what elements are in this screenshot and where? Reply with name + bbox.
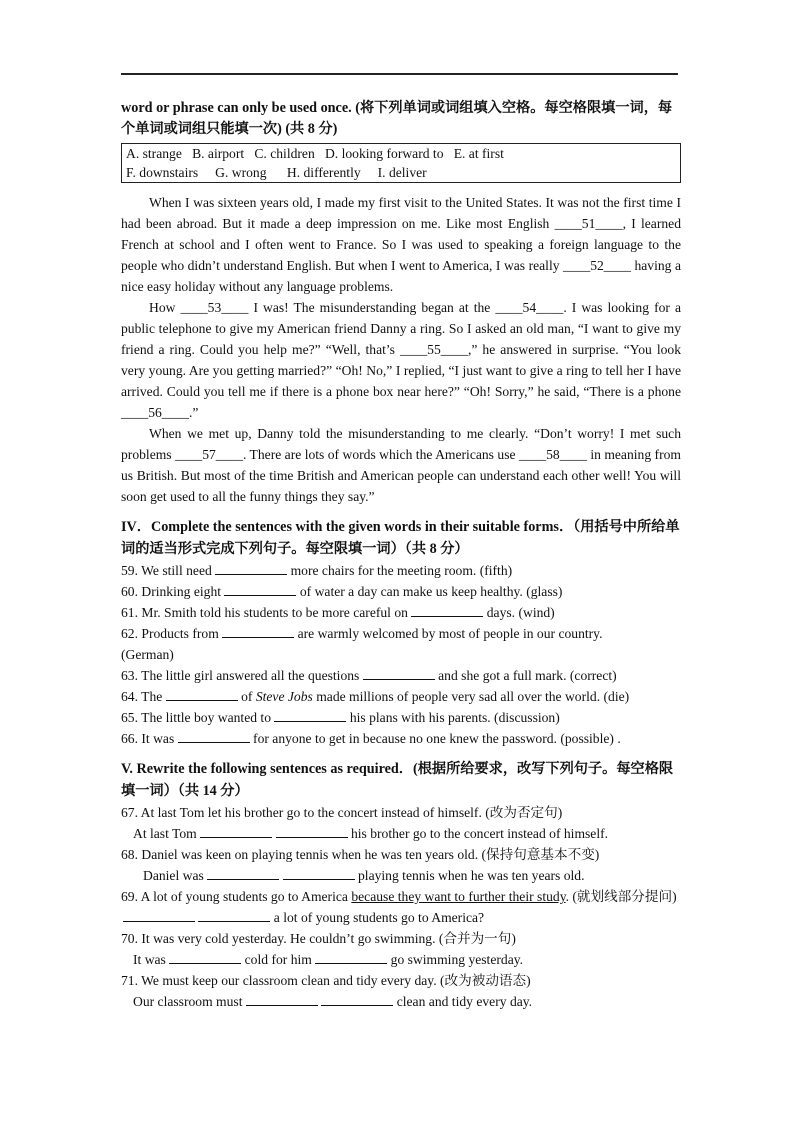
answer-blank[interactable] bbox=[178, 729, 250, 743]
underlined-part: because they want to further their study bbox=[351, 889, 566, 904]
answer-blank[interactable] bbox=[283, 866, 355, 880]
answer-blank[interactable] bbox=[363, 666, 435, 680]
question-68-answer: Daniel was playing tennis when he was ten years old. bbox=[143, 868, 585, 883]
question-61: 61. Mr. Smith told his students to be more careful on days. (wind) bbox=[121, 605, 555, 620]
question-70: 70. It was very cold yesterday. He couldn’t go swimming. (合并为一句) bbox=[121, 931, 516, 946]
answer-blank[interactable] bbox=[222, 624, 294, 638]
question-60: 60. Drinking eight of water a day can make us keep healthy. (glass) bbox=[121, 584, 563, 599]
question-69: 69. A lot of young students go to America because they want to further their study. (就划线部分提问) bbox=[121, 889, 677, 904]
answer-blank[interactable] bbox=[321, 992, 393, 1006]
question-63: 63. The little girl answered all the questions and she got a full mark. (correct) bbox=[121, 668, 617, 683]
question-64: 64. The of Steve Jobs made millions of people very sad all over the world. (die) bbox=[121, 689, 630, 704]
answer-blank[interactable] bbox=[198, 908, 270, 922]
answer-blank[interactable] bbox=[246, 992, 318, 1006]
answer-blank[interactable] bbox=[169, 950, 241, 964]
answer-blank[interactable] bbox=[411, 603, 483, 617]
question-69-answer: a lot of young students go to America? bbox=[121, 907, 681, 928]
passage-paragraph-2: How ____53____ I was! The misunderstanding began at the ____54____. I was looking for a public telephone to give my American friend Danny a ring. So I asked an old man, “I want to give my friend a ring. Could you help me?” “Well, that’s ____55____,” he answered in surprise. “You look very young. Are you getting married?” “Oh! No,” I replied, “I just want to give a ring to tell her I have arrived. Could you tell me if there is a phone box near here?” “Oh! Sorry,” he said, “There is a phone ____56____.” bbox=[121, 300, 681, 420]
answer-blank[interactable] bbox=[207, 866, 279, 880]
question-70-answer: It was cold for him go swimming yesterday. bbox=[133, 952, 524, 967]
question-65: 65. The little boy wanted to his plans with his parents. (discussion) bbox=[121, 710, 560, 725]
word-bank-row-2: F. downstairs G. wrong H. differently I. deliver bbox=[126, 165, 427, 180]
word-bank-box bbox=[121, 143, 681, 183]
question-67: 67. At last Tom let his brother go to the concert instead of himself. (改为否定句) bbox=[121, 805, 563, 820]
answer-blank[interactable] bbox=[215, 561, 287, 575]
question-66: 66. It was for anyone to get in because no one knew the password. (possible) . bbox=[121, 731, 621, 746]
cloze-passage bbox=[121, 192, 681, 507]
section-iii-instruction: word or phrase can only be used once. (将下列单词或词组填入空格。每空格限填一词，每个单词或词组只能填一次) (共 8 分) bbox=[121, 100, 673, 137]
question-67-answer: At last Tom his brother go to the concert instead of himself. bbox=[133, 826, 609, 841]
answer-blank[interactable] bbox=[274, 708, 346, 722]
question-62-hint: (German) bbox=[121, 647, 174, 662]
passage-paragraph-1: When I was sixteen years old, I made my first visit to the United States. It was not the first time I had been abroad. But it made a deep impression on me. Like most English ____51____, I learned French at school and I often went to France. So I was used to speaking a foreign language to the people who didn’t understand English. But when I went to America, I was really ____52____ having a nice easy holiday without any language problems. bbox=[121, 195, 681, 294]
section-v-title: V. Rewrite the following sentences as required．(根据所给要求，改写下列句子。每空格限填一词）（共 14 分） bbox=[121, 761, 674, 799]
answer-blank[interactable] bbox=[224, 582, 296, 596]
question-71: 71. We must keep our classroom clean and tidy every day. (改为被动语态) bbox=[121, 973, 531, 988]
question-68: 68. Daniel was keen on playing tennis when he was ten years old. (保持句意基本不变) bbox=[121, 847, 600, 862]
question-71-answer: Our classroom must clean and tidy every day. bbox=[133, 994, 533, 1009]
answer-blank[interactable] bbox=[166, 687, 238, 701]
passage-paragraph-3: When we met up, Danny told the misunderstanding to me clearly. “Don’t worry! I met such problems ____57____. There are lots of words which the Americans use ____58____ in meaning from us British. But most of the time British and American people can understand each other well! You will soon get used to all the funny things they say.” bbox=[121, 426, 681, 504]
header-rule bbox=[121, 73, 678, 75]
answer-blank[interactable] bbox=[315, 950, 387, 964]
question-59: 59. We still need more chairs for the meeting room. (fifth) bbox=[121, 563, 513, 578]
worksheet-page bbox=[121, 98, 681, 1012]
answer-blank[interactable] bbox=[200, 824, 272, 838]
word-bank-row-1: A. strange B. airport C. children D. looking forward to E. at first bbox=[126, 146, 504, 161]
section-iv-title: IV．Complete the sentences with the given words in their suitable forms．（用括号中所给单词的适当形式完成下列句子。每空限填一词）（共 8 分） bbox=[121, 519, 680, 557]
question-62: 62. Products from are warmly welcomed by most of people in our country. bbox=[121, 626, 603, 641]
answer-blank[interactable] bbox=[123, 908, 195, 922]
answer-blank[interactable] bbox=[276, 824, 348, 838]
